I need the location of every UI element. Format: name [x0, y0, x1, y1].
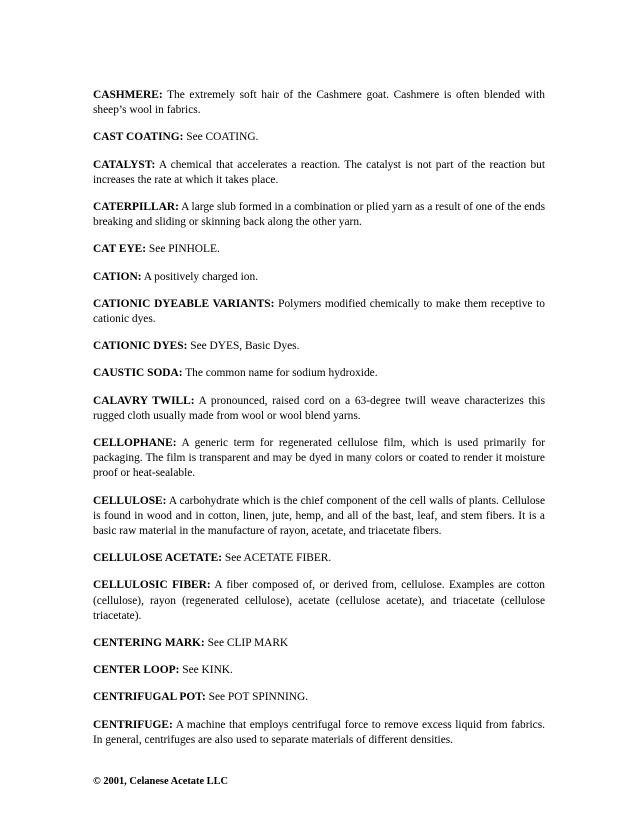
entry-definition: A fiber composed of, or derived from, cellulose. Examples are cotton (cellulose), rayon (regenerated cellulose), acetate (cellulose acetate), and triacetate (cellulose triacetate).	[93, 579, 545, 622]
entry-term: CENTER LOOP:	[93, 664, 180, 677]
glossary-entry-calavry-twill	[93, 394, 545, 424]
glossary-entry-cellulose	[93, 494, 545, 540]
entry-term: CALAVRY TWILL:	[93, 394, 195, 407]
entry-term: CATION:	[93, 270, 142, 283]
entry-definition: A positively charged ion.	[143, 270, 259, 283]
entry-definition: See ACETATE FIBER.	[224, 552, 332, 565]
glossary-entry-cellulose-acetate	[93, 551, 545, 566]
glossary-entry-cation	[93, 270, 545, 285]
entry-definition: The common name for sodium hydroxide.	[185, 367, 378, 380]
glossary-entry-cat-eye	[93, 242, 545, 257]
entry-definition: See COATING.	[186, 131, 259, 144]
entry-term: CATIONIC DYES:	[93, 340, 188, 353]
entry-term: CELLULOSIC FIBER:	[93, 579, 211, 592]
entry-term: CELLULOSE ACETATE:	[93, 552, 223, 565]
entry-term: CATALYST:	[93, 158, 156, 171]
glossary-entry-centrifuge	[93, 718, 545, 748]
entry-definition: The extremely soft hair of the Cashmere goat. Cashmere is often blended with sheep’s wool in fabrics.	[93, 89, 545, 117]
entry-definition: A pronounced, raised cord on a 63-degree twill weave characterizes this rugged cloth usually made from wool or wool blend yarns.	[93, 394, 545, 422]
copyright-footer: © 2001, Celanese Acetate LLC	[93, 776, 229, 787]
entry-term: CAT EYE:	[93, 243, 147, 256]
glossary-entry-centrifugal-pot	[93, 690, 545, 705]
entry-term: CELLOPHANE:	[93, 437, 177, 450]
entry-definition: A carbohydrate which is the chief component of the cell walls of plants. Cellulose is found in wood and in cotton, linen, jute, hemp, and all of the bast, leaf, and stem fibers. It is a basic raw material in the manufacture of rayon, acetate, and triacetate fibers.	[93, 494, 546, 538]
entry-definition: A machine that employs centrifugal force to remove excess liquid from fabrics. In general, centrifuges are also used to separate materials of different densities.	[93, 718, 545, 746]
entry-term: CENTRIFUGE:	[93, 718, 173, 731]
glossary-entry-center-loop	[93, 663, 545, 678]
entry-term: CAST COATING:	[93, 131, 184, 144]
glossary-entry-cast-coating	[93, 130, 545, 145]
entry-term: CAUSTIC SODA:	[93, 367, 183, 380]
entry-definition: See POT SPINNING.	[208, 691, 309, 704]
entry-definition: See KINK.	[182, 664, 233, 677]
entry-definition: See CLIP MARK	[207, 637, 289, 650]
entry-term: CENTERING MARK:	[93, 637, 205, 650]
glossary-entry-caterpillar	[93, 200, 545, 230]
entry-term: CATIONIC DYEABLE VARIANTS:	[93, 297, 275, 310]
entry-definition: A generic term for regenerated cellulose film, which is used primarily for packaging. The film is transparent and may be dyed in many colors or coated to render it moisture proof or heat-sealable.	[93, 437, 545, 480]
entry-definition: See DYES, Basic Dyes.	[190, 340, 300, 353]
entry-definition: A chemical that accelerates a reaction. The catalyst is not part of the reaction but increases the rate at which it takes place.	[93, 158, 545, 186]
glossary-entry-cellulosic-fiber	[93, 578, 545, 624]
glossary-entry-cashmere	[93, 88, 545, 118]
entry-definition: See PINHOLE.	[148, 243, 220, 256]
entry-definition: Polymers modified chemically to make them receptive to cationic dyes.	[93, 297, 545, 326]
glossary-page	[93, 88, 545, 760]
glossary-entry-cellophane	[93, 436, 545, 482]
entry-term: CATERPILLAR:	[93, 201, 179, 214]
glossary-entry-caustic-soda	[93, 366, 545, 381]
entry-term: CELLULOSE:	[93, 494, 167, 507]
glossary-entry-catalyst	[93, 158, 545, 188]
glossary-entry-centering-mark	[93, 636, 545, 651]
glossary-entry-cationic-dyes	[93, 339, 545, 354]
entry-term: CENTRIFUGAL POT:	[93, 691, 206, 704]
entry-term: CASHMERE:	[93, 89, 163, 101]
entry-definition: A large slub formed in a combination or plied yarn as a result of one of the ends breaking and sliding or skinning back along the other yarn.	[93, 201, 545, 229]
glossary-entry-cationic-dyeable-variants	[93, 297, 545, 327]
